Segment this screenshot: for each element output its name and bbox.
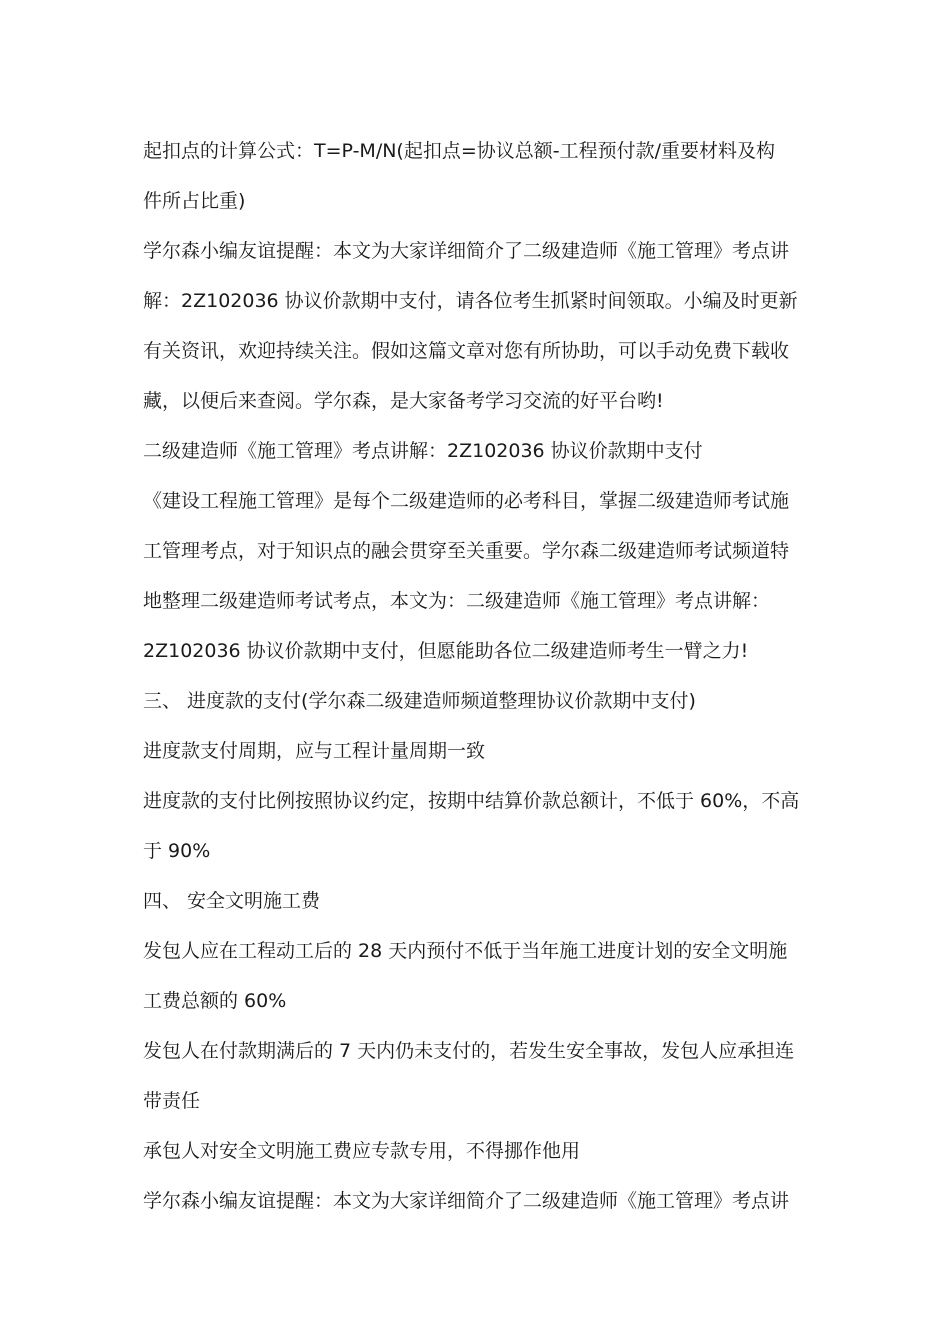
text-line: 承包人对安全文明施工费应专款专用，不得挪作他用 bbox=[143, 1140, 581, 1162]
text-line: 2Z102036 协议价款期中支付，但愿能助各位二级建造师考生一臂之力! bbox=[143, 640, 749, 662]
text-line: 三、 进度款的支付(学尔森二级建造师频道整理协议价款期中支付) bbox=[143, 690, 696, 712]
text-line: 起扣点的计算公式：T=P-M/N(起扣点=协议总额-工程预付款/重要材料及构 bbox=[143, 140, 776, 162]
text-line: 进度款支付周期，应与工程计量周期一致 bbox=[143, 740, 486, 762]
paragraph-advance-payment bbox=[143, 926, 808, 1026]
text-line: 学尔森小编友谊提醒：本文为大家详细简介了二级建造师《施工管理》考点讲 bbox=[143, 1190, 790, 1212]
document-body bbox=[143, 126, 808, 1226]
paragraph-payment-ratio bbox=[143, 776, 808, 876]
paragraph-dedicated-use bbox=[143, 1126, 808, 1176]
paragraph-liability bbox=[143, 1026, 808, 1126]
paragraph-heading bbox=[143, 426, 808, 476]
paragraph-intro bbox=[143, 476, 808, 676]
text-line: 件所占比重) bbox=[143, 190, 246, 212]
text-line: 藏，以便后来查阅。学尔森，是大家备考学习交流的好平台哟! bbox=[143, 390, 664, 412]
text-line: 进度款的支付比例按照协议约定，按期中结算价款总额计，不低于 60%，不高 bbox=[143, 790, 800, 812]
text-line: 解：2Z102036 协议价款期中支付，请各位考生抓紧时间领取。小编及时更新 bbox=[143, 290, 798, 312]
text-line: 有关资讯，欢迎持续关注。假如这篇文章对您有所协助，可以手动免费下载收 bbox=[143, 340, 790, 362]
text-line: 学尔森小编友谊提醒：本文为大家详细简介了二级建造师《施工管理》考点讲 bbox=[143, 240, 790, 262]
text-line: 带责任 bbox=[143, 1090, 201, 1112]
text-line: 二级建造师《施工管理》考点讲解：2Z102036 协议价款期中支付 bbox=[143, 440, 703, 462]
paragraph-payment-cycle bbox=[143, 726, 808, 776]
text-line: 《建设工程施工管理》是每个二级建造师的必考科目，掌握二级建造师考试施 bbox=[143, 490, 790, 512]
text-line: 工费总额的 60% bbox=[143, 990, 287, 1012]
text-line: 发包人在付款期满后的 7 天内仍未支付的，若发生安全事故，发包人应承担连 bbox=[143, 1040, 795, 1062]
paragraph-reminder bbox=[143, 226, 808, 426]
text-line: 工管理考点，对于知识点的融会贯穿至关重要。学尔森二级建造师考试频道特 bbox=[143, 540, 790, 562]
text-line: 地整理二级建造师考试考点，本文为：二级建造师《施工管理》考点讲解： bbox=[143, 590, 771, 612]
text-line: 于 90% bbox=[143, 840, 211, 862]
text-line: 发包人应在工程动工后的 28 天内预付不低于当年施工进度计划的安全文明施 bbox=[143, 940, 788, 962]
paragraph-formula bbox=[143, 126, 808, 226]
paragraph-reminder-repeat bbox=[143, 1176, 808, 1226]
section-heading-4 bbox=[143, 876, 808, 926]
section-heading-3 bbox=[143, 676, 808, 726]
text-line: 四、 安全文明施工费 bbox=[143, 890, 321, 912]
